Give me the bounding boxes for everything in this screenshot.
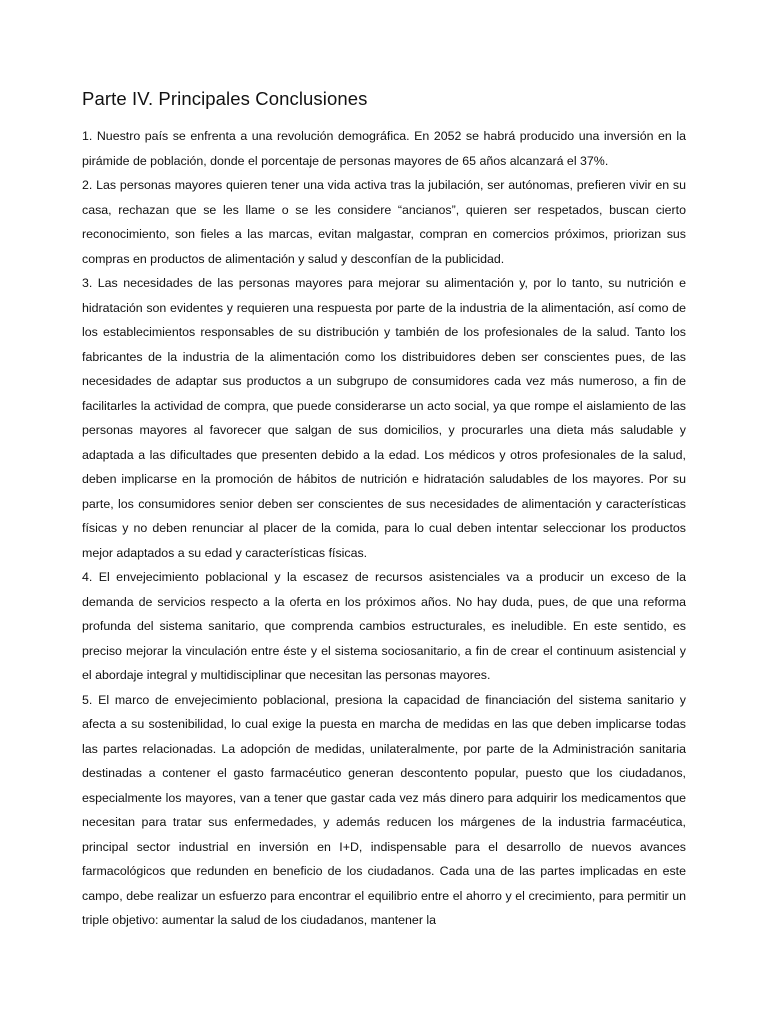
- conclusion-paragraph-2: 2. Las personas mayores quieren tener una vida activa tras la jubilación, ser autónomas, prefieren vivir en su casa, rechazan que se les llame o se les considere “ancianos”, quieren ser respetados, buscan cierto reconocimiento, son fieles a las marcas, evitan malgastar, compran en comercios próximos, priorizan sus compras en productos de alimentación y salud y desconfían de la publicidad.: [82, 178, 686, 266]
- conclusion-paragraph-3: 3. Las necesidades de las personas mayores para mejorar su alimentación y, por lo tanto, su nutrición e hidratación son evidentes y requieren una respuesta por parte de la industria de la alimentación, así como de los establecimientos responsables de su distribución y también de los profesionales de la salud. Tanto los fabricantes de la industria de la alimentación como los distribuidores deben ser conscientes pues, de las necesidades de adaptar sus productos a un subgrupo de consumidores cada vez más numeroso, a fin de facilitarles la actividad de compra, que puede considerarse un acto social, ya que rompe el aislamiento de las personas mayores al favorecer que salgan de sus domicilios, y procurarles una dieta más saludable y adaptada a las dificultades que presenten debido a la edad. Los médicos y otros profesionales de la salud, deben implicarse en la promoción de hábitos de nutrición e hidratación saludables de los mayores. Por su parte, los consumidores senior deben ser conscientes de sus necesidades de alimentación y características físicas y no deben renunciar al placer de la comida, para lo cual deben intentar seleccionar los productos mejor adaptados a su edad y características físicas.: [82, 276, 686, 560]
- conclusion-paragraph-4: 4. El envejecimiento poblacional y la escasez de recursos asistenciales va a producir un exceso de la demanda de servicios respecto a la oferta en los próximos años. No hay duda, pues, de que una reforma profunda del sistema sanitario, que comprenda cambios estructurales, es ineludible. En este sentido, es preciso mejorar la vinculación entre éste y el sistema sociosanitario, a fin de crear el continuum asistencial y el abordaje integral y multidisciplinar que necesitan las personas mayores.: [82, 570, 686, 682]
- section-heading: Parte IV. Principales Conclusiones: [82, 88, 368, 109]
- conclusion-paragraph-1: 1. Nuestro país se enfrenta a una revolución demográfica. En 2052 se habrá producido una inversión en la pirámide de población, donde el porcentaje de personas mayores de 65 años alcanzará el 37%.: [82, 129, 686, 168]
- conclusion-paragraph-5: 5. El marco de envejecimiento poblacional, presiona la capacidad de financiación del sistema sanitario y afecta a su sostenibilidad, lo cual exige la puesta en marcha de medidas en las que deben implicarse todas las partes relacionadas. La adopción de medidas, unilateralmente, por parte de la Administración sanitaria destinadas a contener el gasto farmacéutico generan descontento popular, puesto que los ciudadanos, especialmente los mayores, van a tener que gastar cada vez más dinero para adquirir los medicamentos que necesitan para tratar sus enfermedades, y además reducen los márgenes de la industria farmacéutica, principal sector industrial en inversión en I+D, indispensable para el desarrollo de nuevos avances farmacológicos que redunden en beneficio de los ciudadanos. Cada una de las partes implicadas en este campo, debe realizar un esfuerzo para encontrar el equilibrio entre el ahorro y el crecimiento, para permitir un triple objetivo: aumentar la salud de los ciudadanos, mantener la: [82, 692, 686, 927]
- document-page: [82, 84, 686, 933]
